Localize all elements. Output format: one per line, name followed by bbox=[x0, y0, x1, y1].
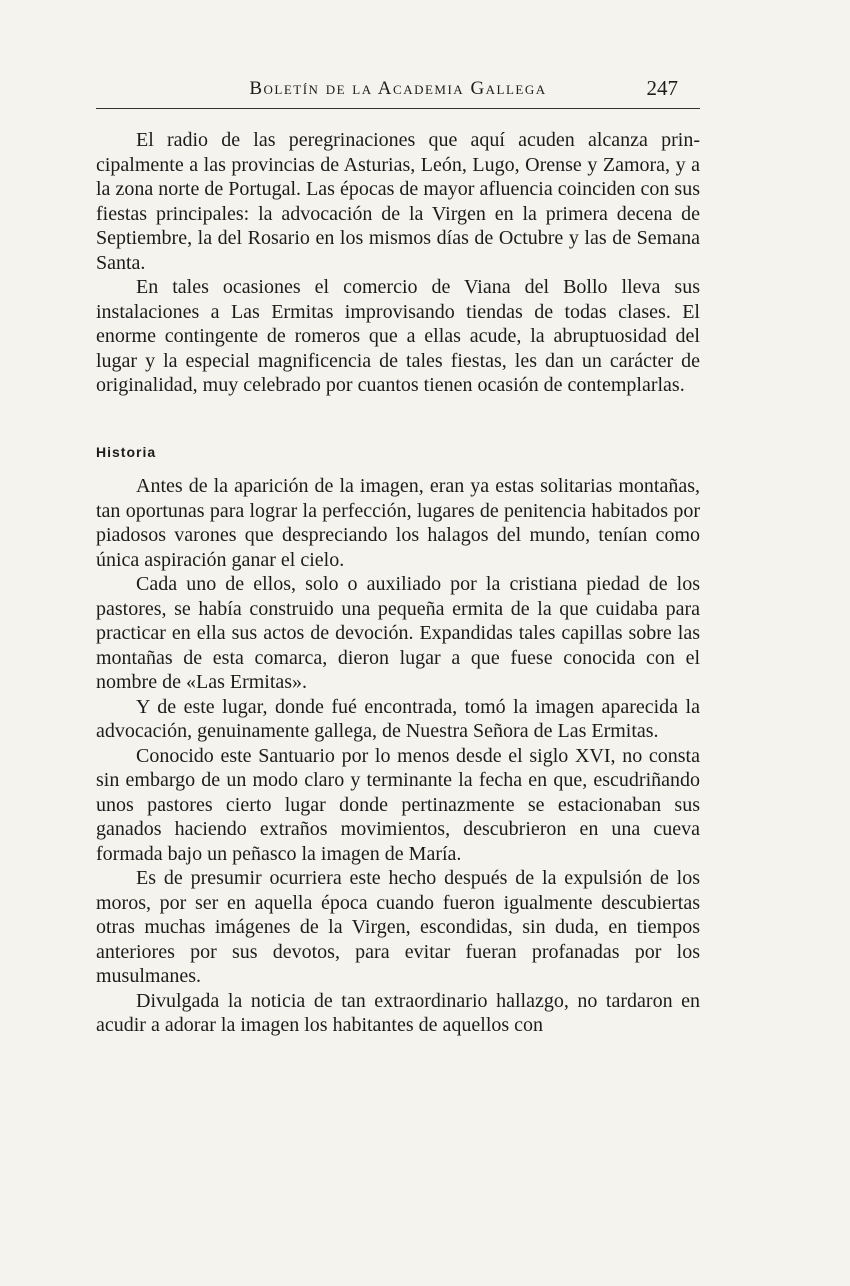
paragraph: Es de presumir ocurriera este hecho después de la expulsión de los moros, por ser en aquella época cuando fueron igualmente descubiertas otras muchas imágenes de la Virgen, escondidas, sin duda, en tiempos anteriores por sus devotos, para evitar fueran profanadas por los musulmanes. bbox=[96, 867, 700, 987]
page-number: 247 bbox=[646, 76, 678, 100]
paragraph: Divulgada la noticia de tan extraordinario hallazgo, no tardaron en acudir a adorar la imagen los habitantes de aquellos con bbox=[96, 989, 700, 1036]
paragraph: El radio de las peregrinaciones que aquí acuden alcanza principalmente a las provincias de Asturias, León, Lugo, Orense y Zamora, y a la zona norte de Portugal. Las épocas de mayor afluencia coinciden con sus fiestas principales: la advocación de la Virgen en la primera decena de Septiembre, la del Rosario en los mismos días de Octubre y las de Semana Santa. bbox=[96, 129, 700, 274]
running-title: Boletín de la Academia Gallega bbox=[249, 78, 547, 99]
section-heading: Historia bbox=[96, 443, 157, 460]
page-header bbox=[96, 74, 700, 109]
paragraph: Conocido este Santuario por lo menos desde el siglo XVI, no consta sin embargo de un modo claro y terminante la fecha en que, escudriñando unos pastores cierto lugar donde pertinazmente se estacionaban sus ganados haciendo extraños movimientos, descubrieron en una cueva formada bajo un peñasco la imagen de María. bbox=[96, 744, 700, 865]
paragraph: Y de este lugar, donde fué encontrada, tomó la imagen aparecida la advocación, genuinamente gallega, de Nuestra Señora de Las Ermitas. bbox=[96, 695, 700, 742]
paragraph: En tales ocasiones el comercio de Viana del Bollo lleva sus instalaciones a Las Ermitas improvisando tiendas de todas clases. El enorme contingente de romeros que a ellas acude, la abruptuosidad del lugar y la especial magnificencia de tales fiestas, les dan un carácter de originalidad, muy celebrado por cuantos tienen ocasión de contemplarlas. bbox=[96, 276, 700, 396]
paragraph: Cada uno de ellos, solo o auxiliado por la cristiana piedad de los pastores, se había construido una pequeña ermita de la que cuidaba para practicar en ella sus actos de devoción. Expandidas tales capillas sobre las montañas de esta comarca, dieron lugar a que fuese conocida con el nombre de «Las Ermitas». bbox=[96, 573, 700, 693]
paragraph: Antes de la aparición de la imagen, eran ya estas solitarias montañas, tan oportunas para lograr la perfección, lugares de penitencia habitados por piadosos varones que despreciando los halagos del mundo, tenían como única aspiración ganar el cielo. bbox=[96, 475, 700, 571]
body-text bbox=[96, 128, 700, 1038]
